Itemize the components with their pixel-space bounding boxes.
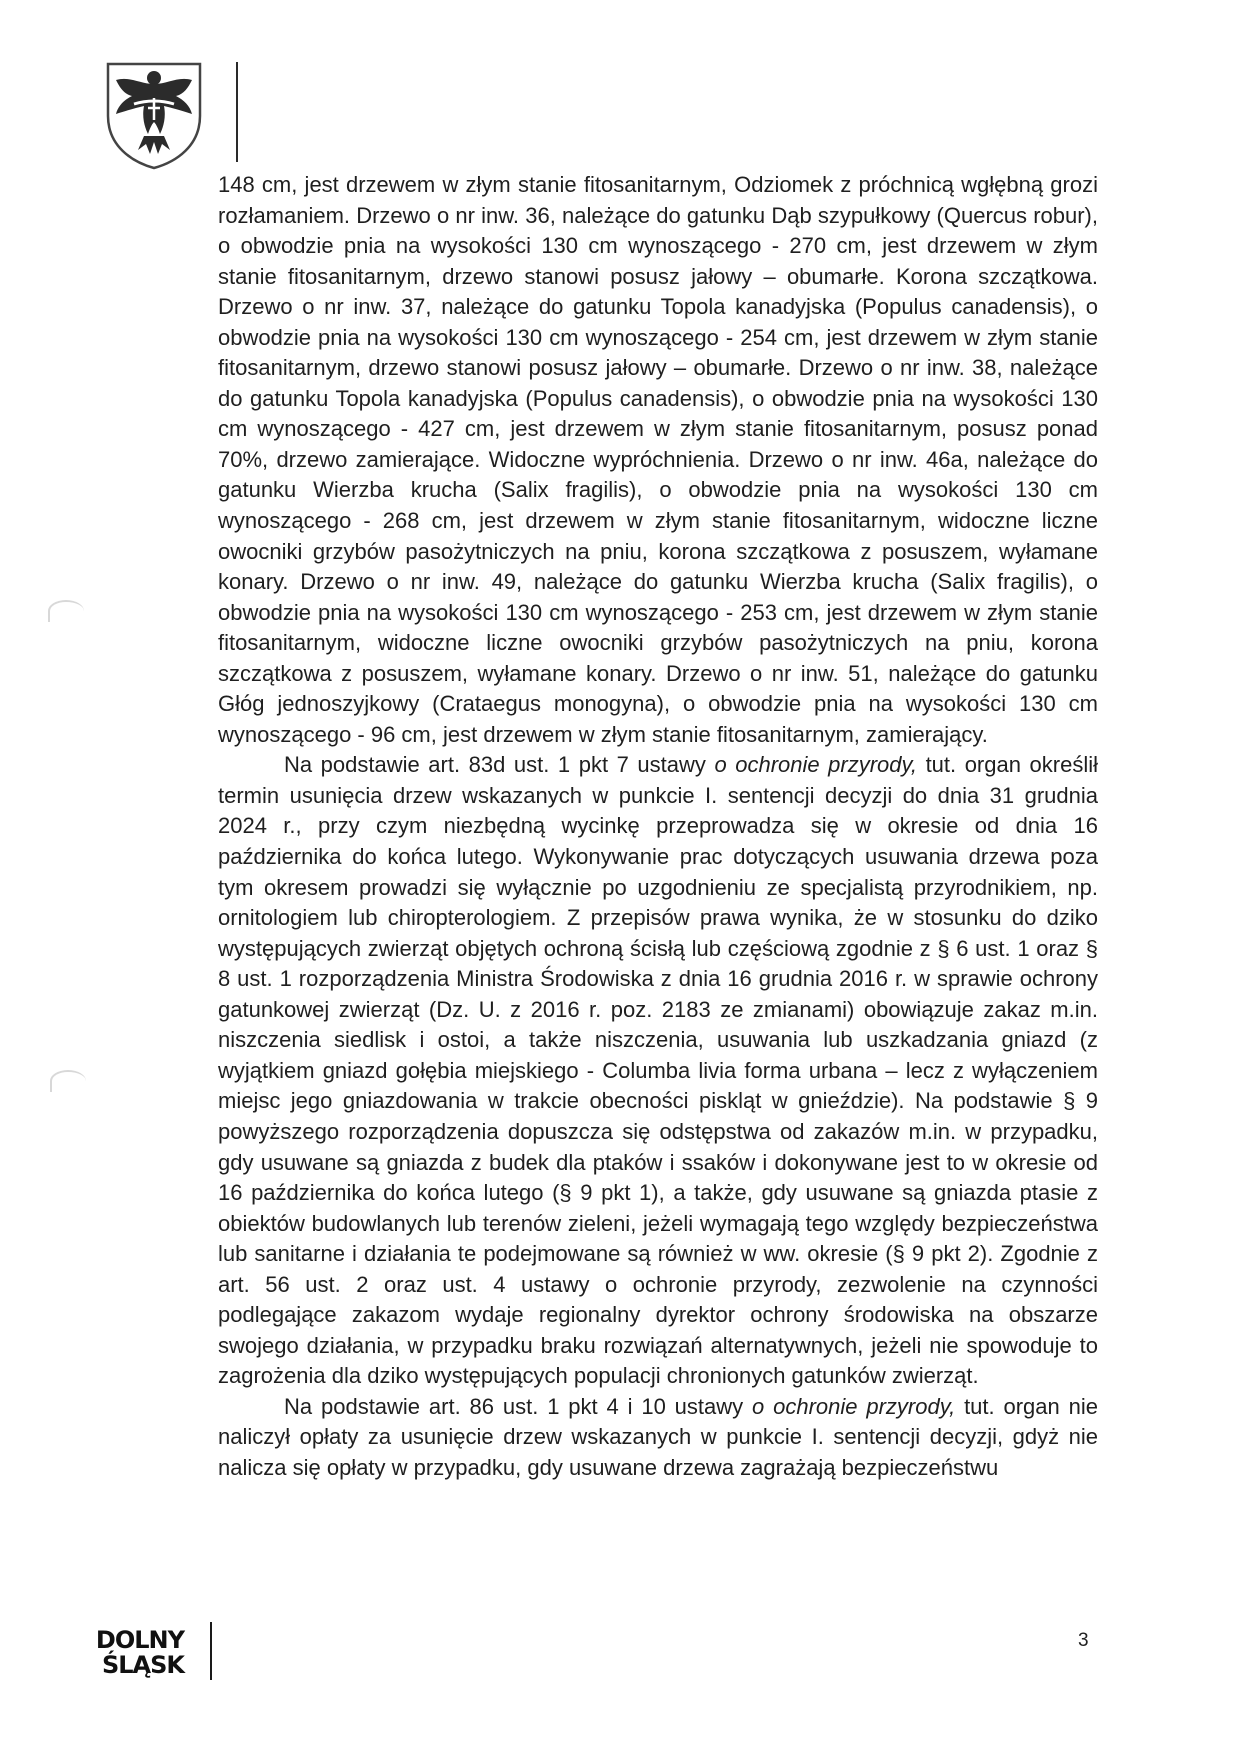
document-body (218, 170, 1098, 1484)
scan-artifact (48, 600, 84, 622)
paragraph-text: tut. organ określił termin usunięcia drzew wskazanych w punkcie I. sentencji decyzji do dnia 31 grudnia 2024 r., przy czym niezbędną wycinkę przeprowadza się w okresie od dnia 16 października do końca lutego. Wykonywanie prac dotyczących usuwania drzewa poza tym okresem prowadzi się wyłącznie po uzgodnieniu ze specjalistą przyrodnikiem, np. ornitologiem lub chiropterologiem. Z przepisów prawa wynika, że w stosunku do dziko występujących zwierząt objętych ochroną ścisłą lub częściową zgodnie z § 6 ust. 1 oraz § 8 ust. 1 rozporządzenia Ministra Środowiska z dnia 16 grudnia 2016 r. w sprawie ochrony gatunkowej zwierząt (Dz. U. z 2016 r. poz. 2183 ze zmianami) obowiązuje zakaz m.in. niszczenia siedlisk i ostoi, a także niszczenia, usuwania lub uszkadzania gniazd (z wyjątkiem gniazd gołębia miejskiego - Columba livia forma urbana – lecz z wyłączeniem miejsc jego gniazdowania w trakcie obecności piskląt w gnieździe). Na podstawie § 9 powyższego rozporządzenia dopuszcza się odstępstwa od zakazów m.in. w przypadku, gdy usuwane są gniazda z budek dla ptaków i ssaków i dokonywane jest to w okresie od 16 października do końca lutego (§ 9 pkt 1), a także, gdy usuwane są gniazda ptasie z obiektów budowlanych lub terenów zieleni, jeżeli wymagają tego względy bezpieczeństwa lub sanitarne i działania te podejmowane są również w ww. okresie (§ 9 pkt 2). Zgodnie z art. 56 ust. 2 oraz ust. 4 ustawy o ochronie przyrody, zezwolenie na czynności podlegające zakazom wydaje regionalny dyrektor ochrony środowiska na obszarze swojego działania, w przypadku braku rozwiązań alternatywnych, jeżeli nie spowoduje to zagrożenia dla dziko występujących populacji chronionych gatunków zwierząt. (218, 752, 1098, 1389)
logo-line-1: DOLNY (95, 1626, 184, 1654)
paragraph-removal-deadline (218, 750, 1098, 1391)
paragraph-text: tut. organ nie naliczył opłaty za usunięcie drzew wskazanych w punkcie I. sentencji decyzji, gdyż nie nalicza się opłaty w przypadku, gdy usuwane drzewa zagrażają bezpieczeństwu (218, 1393, 1098, 1480)
paragraph-tree-descriptions: 148 cm, jest drzewem w złym stanie fitosanitarnym, Odziomek z próchnicą wgłębną grozi rozłamaniem. Drzewo o nr inw. 36, należące do gatunku Dąb szypułkowy (Quercus robur), o obwodzie pnia na wysokości 130 cm wynoszącego - 270 cm, jest drzewem w złym stanie fitosanitarnym, drzewo stanowi posusz jałowy – obumarłe. Korona szczątkowa. Drzewo o nr inw. 37, należące do gatunku Topola kanadyjska (Populus canadensis), o obwodzie pnia na wysokości 130 cm wynoszącego - 254 cm, jest drzewem w złym stanie fitosanitarnym, drzewo stanowi posusz jałowy – obumarłe. Drzewo o nr inw. 38, należące do gatunku Topola kanadyjska (Populus canadensis), o obwodzie pnia na wysokości 130 cm wynoszącego - 427 cm, jest drzewem w złym stanie fitosanitarnym, posusz ponad 70%, drzewo zamierające. Widoczne wypróchnienia. Drzewo o nr inw. 46a, należące do gatunku Wierzba krucha (Salix fragilis), o obwodzie pnia na wysokości 130 cm wynoszącego - 268 cm, jest drzewem w złym stanie fitosanitarnym, widoczne liczne owocniki grzybów pasożytniczych na pniu, korona szczątkowa z posuszem, wyłamane konary. Drzewo o nr inw. 49, należące do gatunku Wierzba krucha (Salix fragilis), o obwodzie pnia na wysokości 130 cm wynoszącego - 253 cm, jest drzewem w złym stanie fitosanitarnym, widoczne liczne owocniki grzybów pasożytniczych na pniu, korona szczątkowa z posuszem, wyłamane konary. Drzewo o nr inw. 51, należące do gatunku Głóg jednoszyjkowy (Crataegus monogyna), o obwodzie pnia na wysokości 130 cm wynoszącego - 96 cm, jest drzewem w złym stanie fitosanitarnym, zamierający. (218, 172, 1098, 747)
paragraph-fee-exemption (218, 1392, 1098, 1484)
silesian-eagle-crest-icon (104, 58, 204, 170)
scan-artifact (50, 1070, 86, 1092)
act-title-italic: o ochronie przyrody, (714, 752, 918, 778)
act-title-italic: o ochronie przyrody, (752, 1393, 956, 1419)
header-divider (236, 62, 238, 162)
logo-line-2: ŚLĄSK (101, 1651, 184, 1679)
paragraph-text: Na podstawie art. 83d ust. 1 pkt 7 ustawy (284, 752, 715, 778)
page-number: 3 (1078, 1630, 1089, 1651)
footer-divider (210, 1622, 212, 1680)
paragraph-text: Na podstawie art. 86 ust. 1 pkt 4 i 10 ustawy (284, 1393, 753, 1419)
dolny-slask-logo (84, 1628, 184, 1678)
